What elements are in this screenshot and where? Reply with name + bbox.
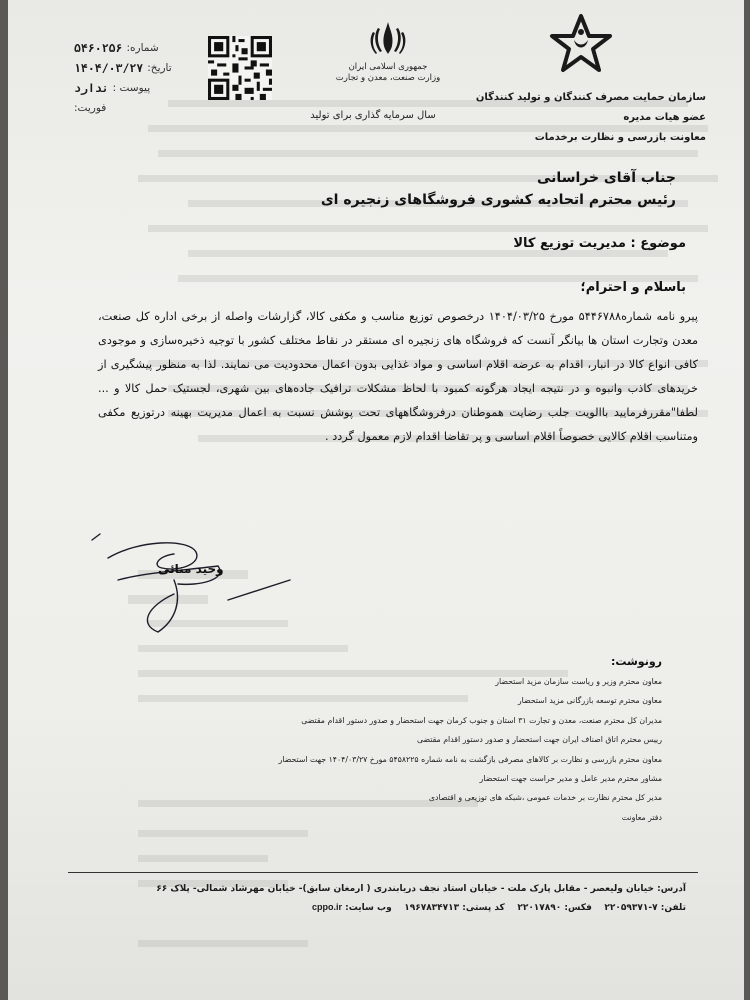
recipient-name: جناب آقای خراسانی [537, 170, 676, 186]
iran-emblem-icon [366, 18, 410, 58]
organization-block [446, 88, 706, 148]
letter-page [8, 0, 744, 1000]
cppo-logo-icon [546, 10, 616, 80]
body-paragraph: پیرو نامه شماره۵۴۴۶۷۸۸ مورخ ۱۴۰۴/۰۳/۲۵ درخصوص توزیع مناسب و مکفی کالا، گزارشات واصله از برخی اداره کل صنعت، معدن وتجارت استان ها بیانگر آنست که فروشگاه های زنجیره ای مستقر در نقاط مختلف کشور با توجیه ذخیره‌سازی و موجودی کافی انواع کالا در انبار، اقدام به عرضه اقلام اساسی و مواد غذایی بدون اعمال محدودیت می نمایند. لذا به منظور پیشگیری از خریدهای کاذب وانبوه و در نتیجه ایجاد هرگونه کمبود با لحاظ مشکلات ترافیک جاده‌های بین شهری، لجستیک حمل کالا و ... لطفا"مقررفرمایید باالویت جلب رضایت هموطنان درفروشگاههای تحت پوشش نسبت به اعمال مدیریت بهینه درتوزیع مکفی ومتناسب اقلام کالایی خصوصاً اقلام اساسی و پر تقاضا اقدام لازم معمول گردد . [98, 310, 698, 443]
org-department: معاونت بازرسی و نظارت برخدمات [534, 132, 706, 143]
cc-item: مدیر کل محترم نظارت بر خدمات عمومی ،شبکه های توزیعی و اقتصادی [428, 793, 662, 803]
recipient-title: رئیس محترم اتحادیه کشوری فروشگاهای زنجیره ای [320, 192, 676, 208]
footer-fax: فکس: ۲۲۰۱۷۸۹۰ [517, 903, 592, 913]
handwritten-signature [78, 520, 298, 640]
letter-number: ۵۴۶۰۲۵۶ [74, 41, 123, 55]
date-label: تاریخ: [147, 62, 172, 74]
footer-phone: تلفن: ۷-۲۲۰۵۹۳۷۱ [604, 903, 686, 913]
org-board: عضو هیات مدیره [623, 112, 706, 123]
cc-item: مشاور محترم مدیر عامل و مدیر حراست جهت استحضار [479, 774, 662, 784]
qr-code-icon [208, 36, 272, 100]
cc-item: معاون محترم توسعه بازرگانی مزید استحضار [517, 696, 662, 706]
letter-greeting: باسلام و احترام؛ [580, 280, 686, 295]
letter-date: ۱۴۰۴/۰۳/۲۷ [74, 61, 144, 75]
footer-website[interactable]: cppo.ir [312, 902, 343, 912]
letter-footer [46, 880, 686, 917]
footer-website-label: وب سایت: [345, 903, 392, 913]
cc-item: دفتر معاونت [621, 812, 662, 822]
org-name: سازمان حمایت مصرف کنندگان و تولید کنندگان [475, 92, 706, 103]
emblem-line-1: جمهوری اسلامی ایران [348, 62, 428, 72]
attachment-label: پیوست : [112, 82, 151, 94]
recipient-block [156, 170, 676, 208]
emblem-line-2: وزارت صنعت، معدن و تجارت [335, 73, 441, 83]
letter-metadata [74, 38, 194, 118]
letter-body [98, 305, 698, 449]
footer-divider [68, 872, 698, 873]
letter-subject: موضوع : مدیریت توزیع کالا [513, 236, 686, 251]
cc-list [22, 655, 662, 827]
signer-name: وحید منائی [158, 562, 224, 576]
cc-item: مدیران کل محترم صنعت، معدن و تجارت ۳۱ استان و جنوب کرمان جهت استحضار و صدور دستور اقدام مقتضی [301, 715, 662, 725]
footer-address: آدرس: خیابان ولیعصر - مقابل پارک ملت - خیابان استاد نجف دریابندری ( ارمغان سابق)- خیابان مهرشاد شمالی- پلاک ۶۶ [156, 884, 686, 894]
footer-postal: کد پستی: ۱۹۶۷۸۳۴۷۱۳ [404, 903, 505, 913]
attachment-value: ندارد [74, 81, 109, 95]
footer-contacts [46, 898, 686, 917]
year-slogan: سال سرمایه گذاری برای تولید [310, 110, 436, 121]
cc-item: معاون محترم وزیر و ریاست سازمان مزید استحضار [495, 677, 662, 686]
cc-item: رییس محترم اتاق اصناف ایران جهت استحضار و صدور دستور اقدام مقتضی [416, 735, 662, 745]
urgency-label: فوریت: [74, 102, 107, 114]
ministry-emblem-block [318, 18, 458, 84]
cc-item: معاون محترم بازرسی و نظارت بر کالاهای مصرفی بازگشت به نامه شماره ۵۴۵۸۲۲۵ مورخ ۱۴۰۴/۰۳/۲۷ جهت استحضار [278, 754, 662, 764]
cc-title: رونوشت: [610, 655, 662, 668]
number-label: شماره: [126, 42, 159, 54]
